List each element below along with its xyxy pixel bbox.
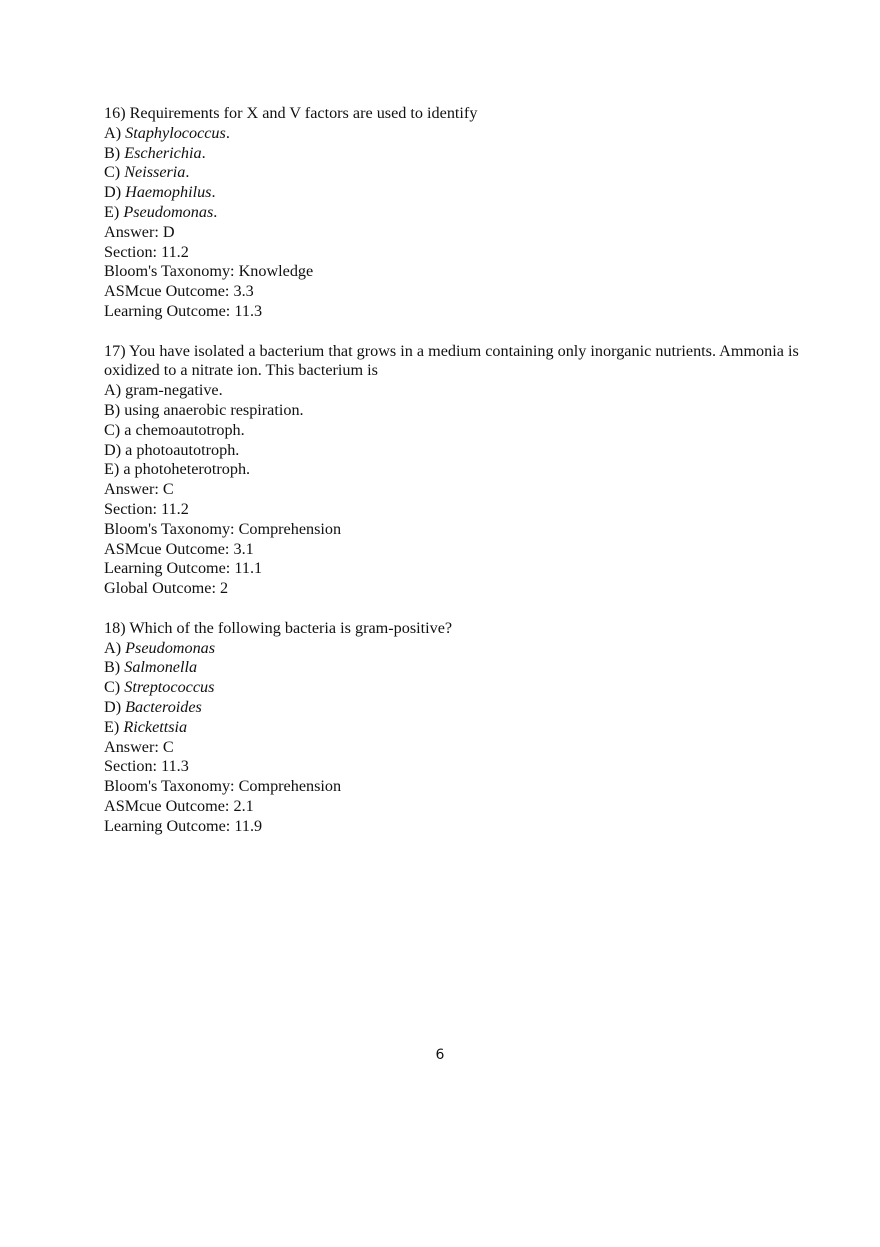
option-a: A) Pseudomonas — [104, 638, 216, 657]
option-c: C) Streptococcus — [104, 678, 215, 697]
learning-outcome: Learning Outcome: 11.9 — [104, 816, 263, 835]
blooms-taxonomy: Bloom's Taxonomy: Comprehension — [104, 777, 342, 796]
option-c: C) Neisseria. — [104, 163, 190, 182]
blooms-taxonomy: Bloom's Taxonomy: Knowledge — [104, 262, 314, 281]
option-d: D) Haemophilus. — [104, 183, 216, 202]
option-a: A) gram-negative. — [104, 381, 223, 400]
option-b: B) Salmonella — [104, 658, 198, 677]
section: Section: 11.2 — [104, 499, 189, 518]
answer: Answer: C — [104, 480, 174, 499]
question-stem: 18) Which of the following bacteria is gram-positive? — [104, 618, 453, 637]
page-number: 6 — [435, 1047, 445, 1063]
option-d: D) a photoautotroph. — [104, 440, 240, 459]
question-18 — [104, 619, 804, 837]
option-d: D) Bacteroides — [104, 697, 202, 716]
option-e: E) Pseudomonas. — [104, 202, 218, 221]
global-outcome: Global Outcome: 2 — [104, 579, 229, 598]
document-page — [104, 104, 804, 856]
option-a: A) Staphylococcus. — [104, 123, 230, 142]
question-stem: 16) Requirements for X and V factors are used to identify — [104, 104, 478, 122]
question-17 — [104, 342, 804, 599]
section: Section: 11.3 — [104, 757, 189, 776]
option-e: E) a photoheterotroph. — [104, 460, 251, 479]
answer: Answer: C — [104, 737, 174, 756]
answer: Answer: D — [104, 222, 175, 241]
question-stem: 17) You have isolated a bacterium that grows in a medium containing only inorganic nutrients. Ammonia is oxidized to a nitrate ion. This bacterium is — [104, 341, 799, 380]
option-c: C) a chemoautotroph. — [104, 420, 245, 439]
option-e: E) Rickettsia — [104, 717, 188, 736]
asmcue-outcome: ASMcue Outcome: 3.1 — [104, 539, 254, 558]
option-b: B) using anaerobic respiration. — [104, 400, 304, 419]
question-16 — [104, 104, 804, 322]
option-b: B) Escherichia. — [104, 143, 206, 162]
blooms-taxonomy: Bloom's Taxonomy: Comprehension — [104, 519, 342, 538]
learning-outcome: Learning Outcome: 11.3 — [104, 301, 263, 320]
asmcue-outcome: ASMcue Outcome: 3.3 — [104, 282, 254, 301]
asmcue-outcome: ASMcue Outcome: 2.1 — [104, 796, 254, 815]
learning-outcome: Learning Outcome: 11.1 — [104, 559, 263, 578]
section: Section: 11.2 — [104, 242, 189, 261]
